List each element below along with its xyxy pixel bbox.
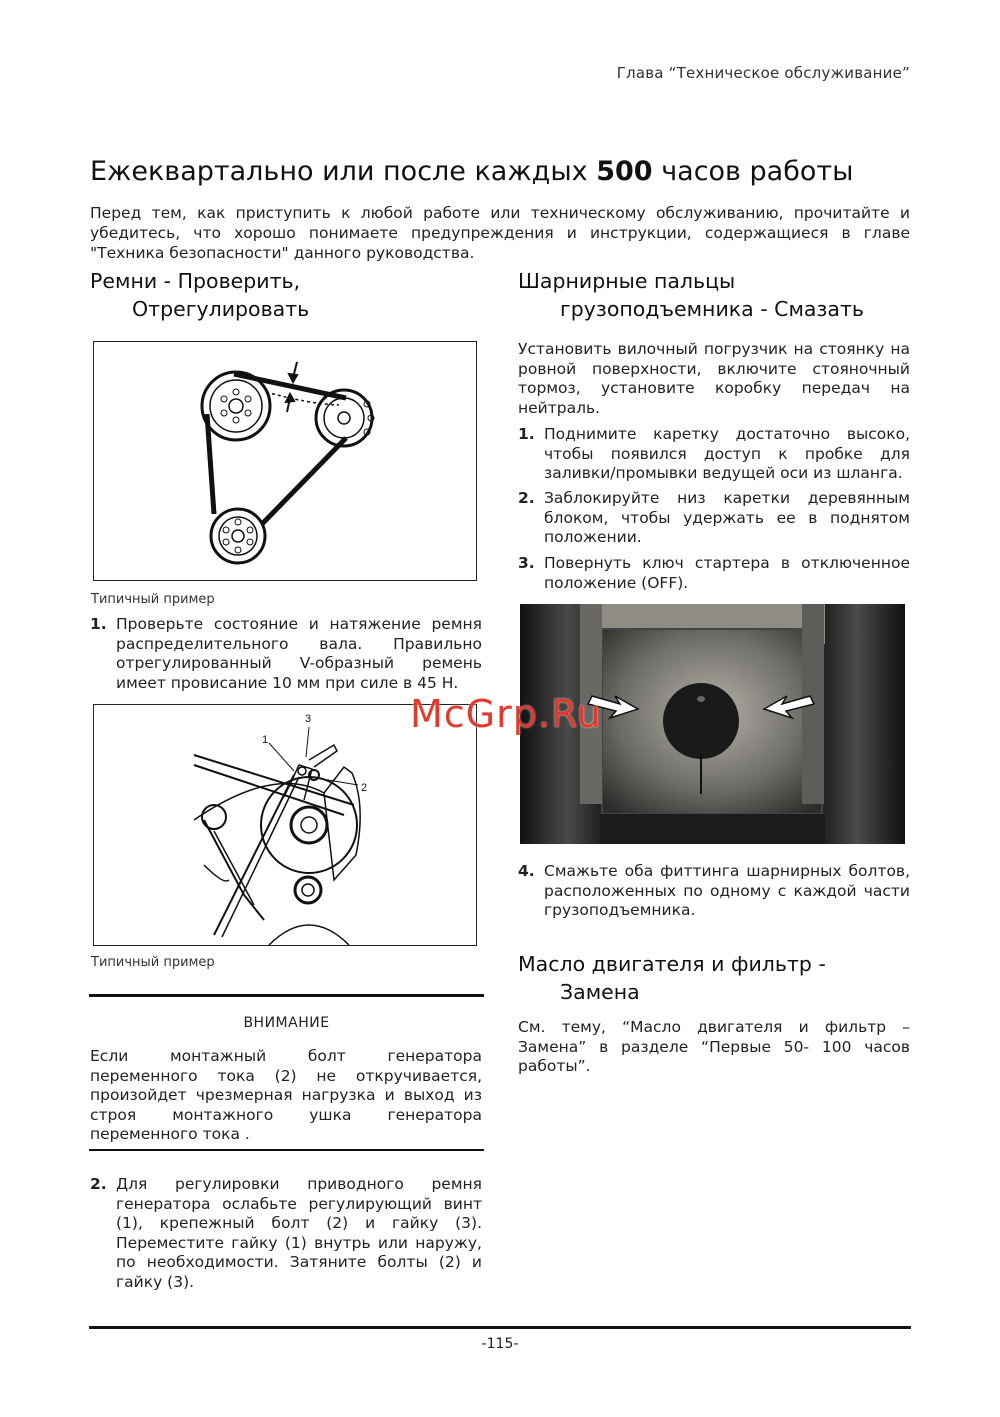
step-number: 1.: [518, 425, 535, 443]
watermark: McGrp.Ru: [410, 692, 602, 736]
page-title: [90, 156, 853, 187]
mast-step-1: [518, 425, 910, 484]
label-2: 2: [361, 782, 368, 794]
mast-pins-heading: [518, 267, 918, 323]
oil-filter-heading-line1: Масло двигателя и фильтр -: [518, 952, 826, 976]
belt-diagram-figure: [93, 341, 477, 581]
step-number: 3.: [518, 554, 535, 572]
step-number: 1.: [90, 615, 107, 633]
belts-heading-line1: Ремни - Проверить,: [90, 269, 301, 293]
step-text: Повернуть ключ стартера в отключенное положение (OFF).: [544, 554, 910, 592]
footer-rule: [89, 1326, 911, 1329]
step-number: 2.: [518, 489, 535, 507]
step-text: Для регулировки приводного ремня генератора ослабьте регулирующий винт (1), крепежный болт (2) и гайку (3). Переместите гайку (1) внутрь или наружу, по необходимости. Затяните болты (2) и гайку (3).: [116, 1175, 482, 1291]
warning-top-rule: [89, 994, 484, 997]
page-number: -115-: [481, 1336, 519, 1352]
belts-heading-line2: Отрегулировать: [132, 297, 310, 321]
alternator-diagram-figure: [93, 704, 477, 946]
step-text: Заблокируйте низ каретки деревянным блоком, чтобы удержать ее в поднятом положении.: [544, 489, 910, 547]
label-3: 3: [305, 713, 312, 725]
warning-bottom-rule: [89, 1149, 484, 1151]
mast-step-2: [518, 489, 910, 548]
page-title-hours: 500: [596, 156, 653, 187]
alternator-belt-diagram: [94, 705, 476, 945]
page-title-pre: Ежеквартально или после каждых: [90, 156, 597, 187]
belt-step-2: [90, 1175, 482, 1293]
warning-title: ВНИМАНИЕ: [243, 1015, 330, 1031]
chapter-header: Глава “Техническое обслуживание”: [616, 64, 910, 82]
oil-filter-heading: [518, 950, 918, 1006]
label-1: 1: [262, 734, 269, 746]
warning-text: Если монтажный болт генератора переменного тока (2) не откручивается, произойдет чрезмерная нагрузка и выход из строя монтажного ушка генератора переменного тока .: [90, 1047, 482, 1144]
figure2-caption: Типичный пример: [91, 955, 215, 970]
oil-filter-heading-line2: Замена: [560, 980, 640, 1004]
mast-pins-heading-line1: Шарнирные пальцы: [518, 269, 736, 293]
oil-filter-text: См. тему, “Масло двигателя и фильтр – Замена” в разделе “Первые 50- 100 часов работы”.: [518, 1018, 910, 1076]
mast-pins-heading-line2: грузоподъемника - Смазать: [560, 297, 864, 321]
step-number: 2.: [90, 1175, 107, 1193]
mast-step-3: [518, 554, 910, 593]
belt-step-1: [90, 615, 482, 693]
step-text: Проверьте состояние и натяжение ремня распределительного вала. Правильно отрегулированный V-образный ремень имеет провисание 10 мм при силе в 45 Н.: [116, 615, 482, 692]
step-number: 4.: [518, 862, 535, 880]
intro-paragraph: Перед тем, как приступить к любой работе или техническому обслуживанию, прочитайте и убедитесь, что хорошо понимаете предупреждения и инструкции, содержащиеся в главе "Техника безопасности" данного руководства.: [90, 204, 910, 262]
step-text: Поднимите каретку достаточно высоко, чтобы появился доступ к пробке для заливки/промывки ведущей оси из шланга.: [544, 425, 910, 483]
mast-step-4: [518, 862, 910, 921]
figure1-caption: Типичный пример: [91, 592, 215, 607]
mast-pins-intro: Установить вилочный погрузчик на стоянку на ровной поверхности, включите стояночный тормоз, установите коробку передач на нейтраль.: [518, 340, 910, 417]
page-title-post: часов работы: [652, 156, 854, 187]
belts-heading: [90, 267, 490, 323]
step-text: Смажьте оба фиттинга шарнирных болтов, расположенных по одному с каждой части грузоподъемника.: [544, 862, 910, 920]
belt-pulley-diagram: [94, 342, 476, 580]
